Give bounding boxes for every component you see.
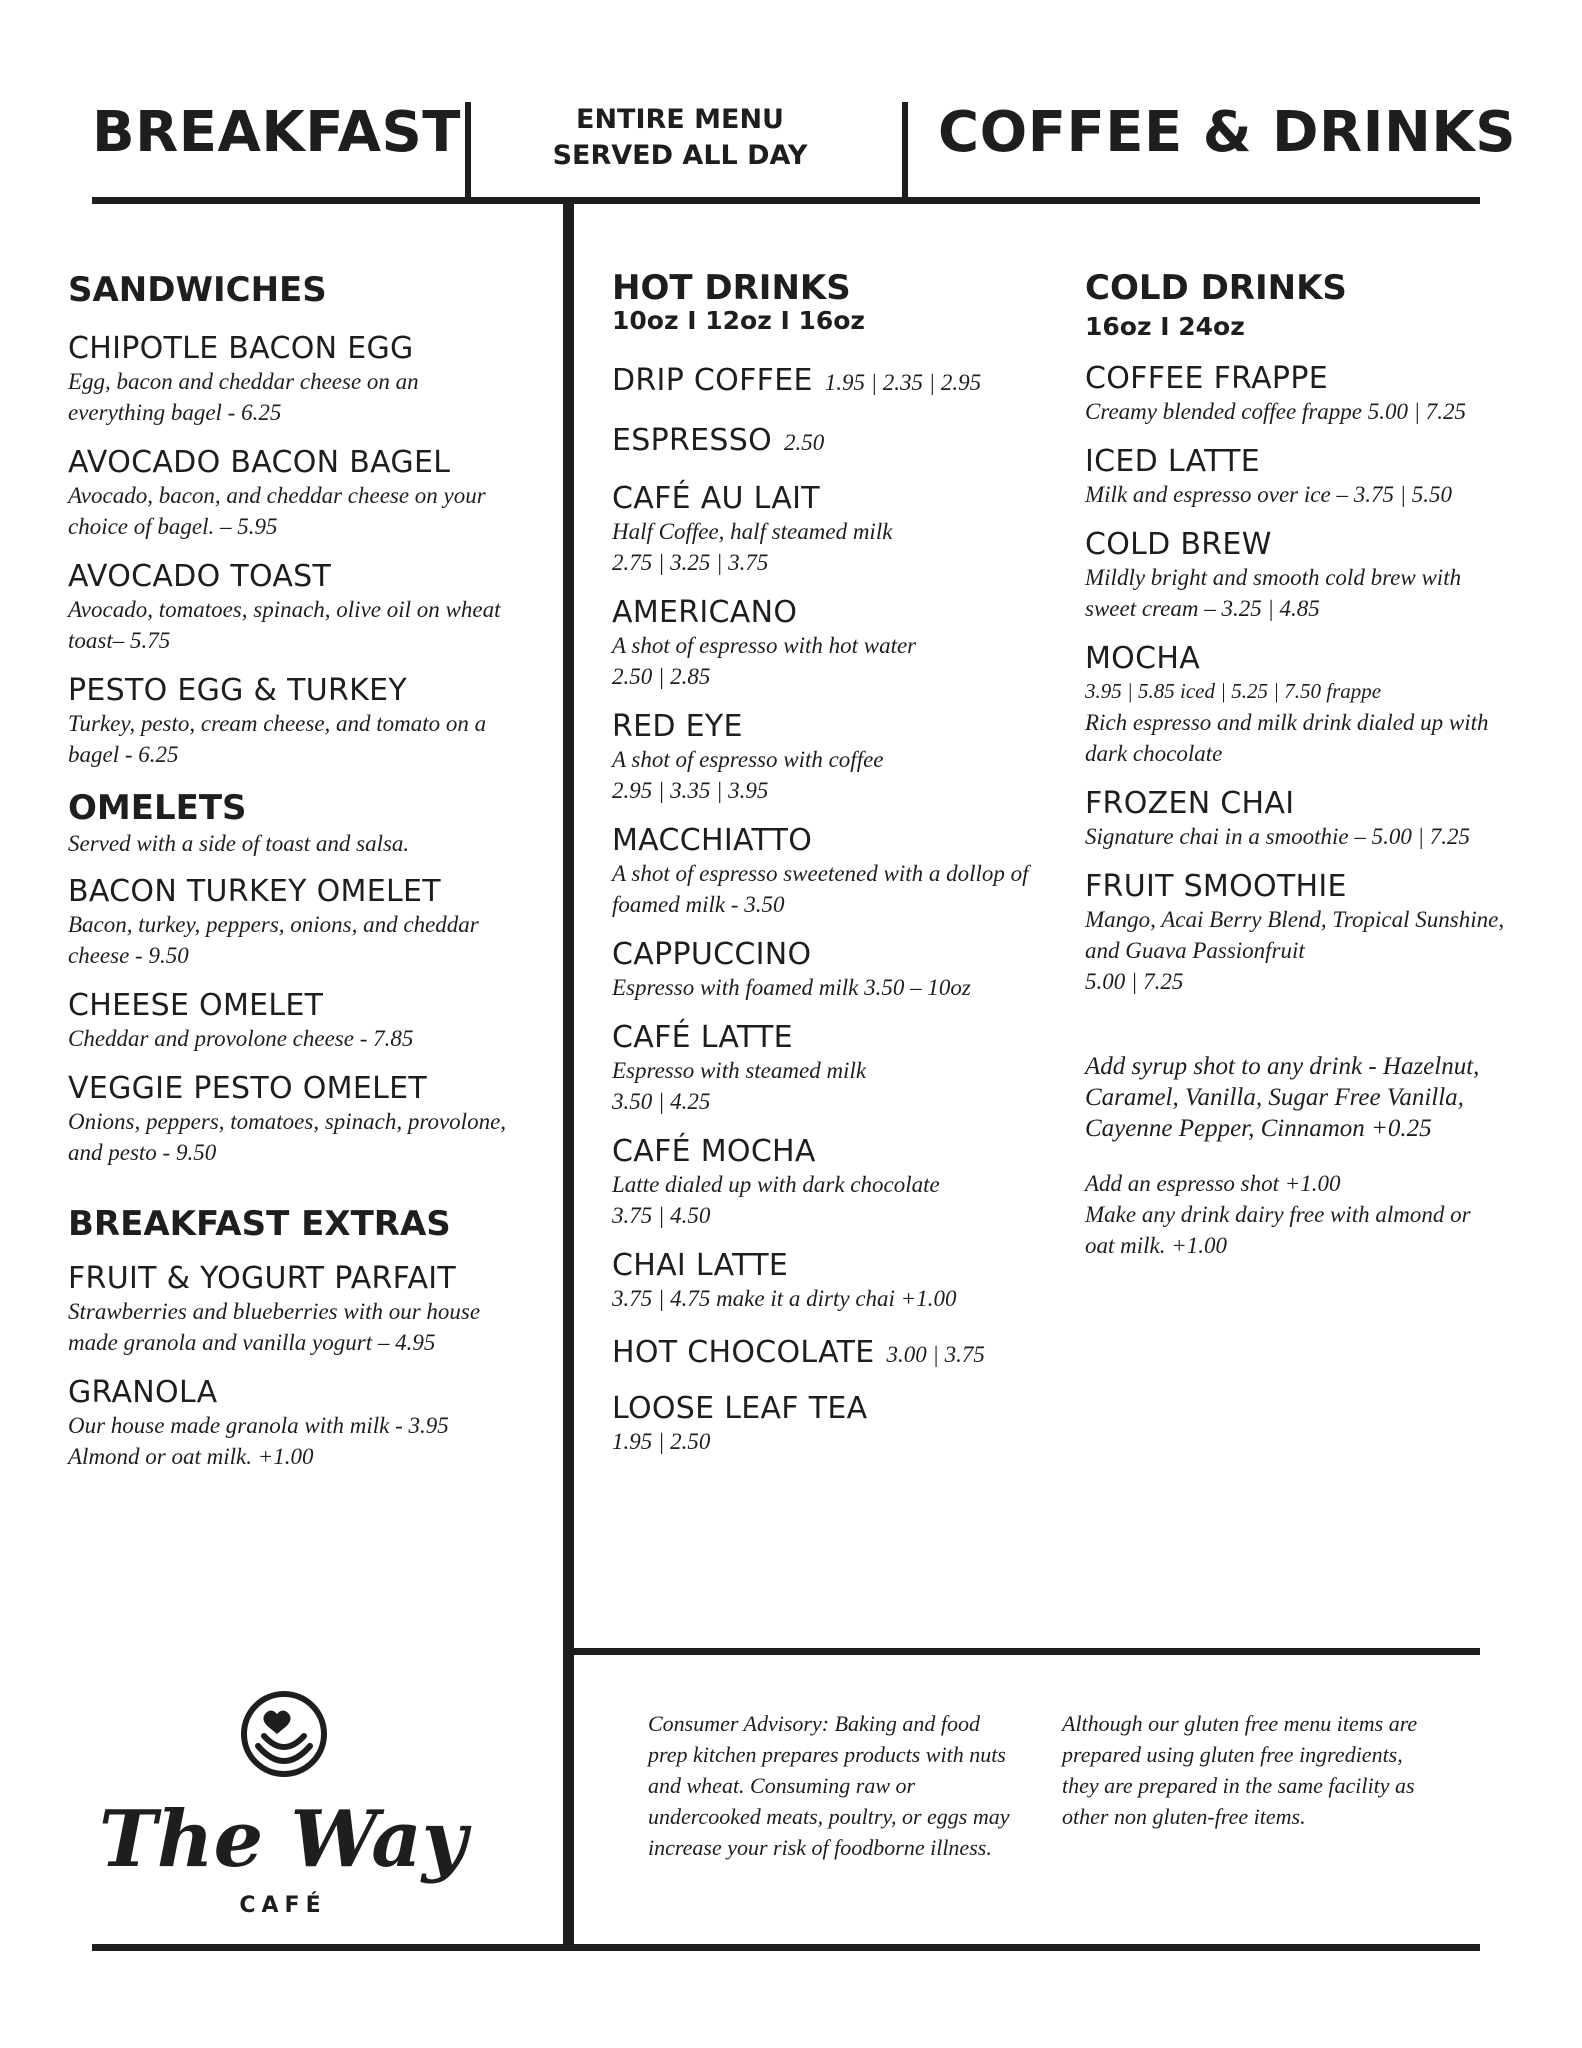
- menu-item: [1085, 787, 1505, 852]
- breakfast-title: BREAKFAST: [92, 100, 461, 165]
- menu-item: [612, 824, 1032, 920]
- item-description: Egg, bacon and cheddar cheese on an everything bagel - 6.25: [68, 369, 419, 425]
- syrup-note: Add syrup shot to any drink - Hazelnut, Caramel, Vanilla, Sugar Free Vanilla, Cayenne Pepper, Cinnamon +0.25: [1085, 1053, 1480, 1142]
- vertical-divider: [563, 202, 574, 1950]
- item-name: ICED LATTE: [1085, 444, 1261, 479]
- omelets-subtitle: Served with a side of toast and salsa.: [68, 831, 410, 856]
- menu-item: [612, 424, 1032, 458]
- item-name: VEGGIE PESTO OMELET: [68, 1071, 428, 1106]
- item-name: CHIPOTLE BACON EGG: [68, 331, 414, 366]
- omelets-heading: OMELETS: [68, 788, 247, 828]
- menu-item: [68, 989, 508, 1054]
- sandwiches-heading: SANDWICHES: [68, 270, 327, 310]
- menu-item: [612, 938, 1032, 1003]
- logo-wordmark: The Way: [98, 1794, 468, 1885]
- item-price: 2.50: [784, 430, 825, 455]
- item-description: Creamy blended coffee frappe 5.00 | 7.25: [1085, 399, 1467, 424]
- footer-top-rule: [570, 1648, 1480, 1655]
- item-name: CHAI LATTE: [612, 1248, 789, 1283]
- item-description: 3.75 | 4.75 make it a dirty chai +1.00: [612, 1286, 957, 1311]
- menu-item: [612, 482, 1032, 578]
- item-name: AMERICANO: [612, 595, 798, 630]
- menu-item: [612, 364, 1032, 398]
- menu-item: [1085, 362, 1505, 427]
- header-divider-left: [465, 102, 471, 198]
- item-name: CAPPUCCINO: [612, 937, 812, 972]
- item-name: CAFÉ MOCHA: [612, 1134, 816, 1169]
- item-description: Mango, Acai Berry Blend, Tropical Sunshine, and Guava Passionfruit: [1085, 907, 1505, 963]
- item-name: HOT CHOCOLATE: [612, 1335, 875, 1370]
- item-name: CAFÉ LATTE: [612, 1020, 793, 1055]
- item-description: Our house made granola with milk - 3.95: [68, 1413, 449, 1438]
- menu-item: [612, 1336, 1032, 1370]
- item-price: 3.50 | 4.25: [612, 1089, 711, 1114]
- item-price: 1.95 | 2.35 | 2.95: [824, 370, 982, 395]
- item-price: 1.95 | 2.50: [612, 1429, 711, 1454]
- item-price: 2.75 | 3.25 | 3.75: [612, 550, 769, 575]
- item-price: 5.00 | 7.25: [1085, 969, 1184, 994]
- item-description: Signature chai in a smoothie – 5.00 | 7.25: [1085, 824, 1470, 849]
- menu-item: [612, 596, 1032, 692]
- item-description: Strawberries and blueberries with our house made granola and vanilla yogurt – 4.95: [68, 1299, 481, 1355]
- item-price: 2.50 | 2.85: [612, 664, 711, 689]
- item-name: ESPRESSO: [612, 423, 772, 458]
- menu-item: [68, 560, 508, 656]
- dairy-free-note: Make any drink dairy free with almond or oat milk. +1.00: [1085, 1202, 1471, 1258]
- menu-item: [68, 446, 508, 542]
- item-name: GRANOLA: [68, 1375, 218, 1410]
- item-note: Almond or oat milk. +1.00: [68, 1444, 314, 1469]
- menu-item: [68, 674, 508, 770]
- consumer-advisory: Consumer Advisory: Baking and food prep kitchen prepares products with nuts and wheat. Consuming raw or undercooked meats, poultry, or eggs may increase your risk of foodborne illness.: [648, 1711, 1010, 1860]
- cafe-logo-mark: [98, 1688, 468, 1928]
- bottom-rule: [92, 1944, 1480, 1951]
- item-description: Avocado, bacon, and cheddar cheese on your choice of bagel. – 5.95: [68, 483, 486, 539]
- item-name: LOOSE LEAF TEA: [612, 1391, 868, 1426]
- menu-item: [612, 1135, 1032, 1231]
- hot-drinks-column: [612, 270, 1032, 1485]
- breakfast-extras-heading: BREAKFAST EXTRAS: [68, 1204, 451, 1244]
- item-price: 3.75 | 4.50: [612, 1203, 711, 1228]
- menu-item: [1085, 642, 1505, 769]
- espresso-shot-note: Add an espresso shot +1.00: [1085, 1171, 1341, 1196]
- item-name: PESTO EGG & TURKEY: [68, 673, 407, 708]
- menu-item: [612, 710, 1032, 806]
- item-name: MOCHA: [1085, 641, 1201, 676]
- cold-drinks-sizes: 16oz I 24oz: [1085, 312, 1245, 341]
- breakfast-column: [68, 270, 508, 1500]
- item-name: COLD BREW: [1085, 527, 1272, 562]
- menu-item: [1085, 870, 1505, 997]
- item-name: AVOCADO TOAST: [68, 559, 332, 594]
- cold-drinks-heading: COLD DRINKS: [1085, 268, 1347, 308]
- item-name: CHEESE OMELET: [68, 988, 324, 1023]
- menu-item: [1085, 528, 1505, 624]
- item-name: FRUIT & YOGURT PARFAIT: [68, 1261, 457, 1296]
- hot-drinks-sizes: 10oz I 12oz I 16oz: [612, 306, 865, 335]
- all-day-line2: SERVED ALL DAY: [552, 140, 808, 171]
- item-description: Milk and espresso over ice – 3.75 | 5.50: [1085, 482, 1453, 507]
- item-description: A shot of espresso with coffee: [612, 747, 884, 772]
- menu-item: [68, 1262, 508, 1358]
- header-rule: [92, 197, 1480, 204]
- item-description: Turkey, pesto, cream cheese, and tomato on a bagel - 6.25: [68, 711, 487, 767]
- item-name: FROZEN CHAI: [1085, 786, 1295, 821]
- item-price: 3.00 | 3.75: [886, 1342, 985, 1367]
- menu-item: [68, 875, 508, 971]
- coffee-drinks-title: COFFEE & DRINKS: [938, 100, 1517, 165]
- item-description: Half Coffee, half steamed milk: [612, 519, 893, 544]
- item-name: DRIP COFFEE: [612, 363, 813, 398]
- menu-item: [612, 1249, 1032, 1314]
- gluten-free-notice: Although our gluten free menu items are prepared using gluten free ingredients, they are prepared in the same facility as other non gluten-free items.: [1062, 1711, 1418, 1829]
- item-price: 3.95 | 5.85 iced | 5.25 | 7.50 frappe: [1085, 679, 1382, 703]
- menu-item: [1085, 445, 1505, 510]
- item-description: Bacon, turkey, peppers, onions, and cheddar cheese - 9.50: [68, 912, 479, 968]
- item-name: MACCHIATTO: [612, 823, 813, 858]
- item-name: CAFÉ AU LAIT: [612, 481, 820, 516]
- item-name: BACON TURKEY OMELET: [68, 874, 441, 909]
- menu-item: [612, 1021, 1032, 1117]
- item-description: Espresso with foamed milk 3.50 – 10oz: [612, 975, 971, 1000]
- menu-item: [612, 1392, 1032, 1457]
- item-description: Onions, peppers, tomatoes, spinach, provolone, and pesto - 9.50: [68, 1109, 507, 1165]
- cold-drinks-column: [1085, 270, 1505, 1261]
- item-name: RED EYE: [612, 709, 743, 744]
- all-day-line1: ENTIRE MENU: [576, 104, 784, 135]
- item-description: Cheddar and provolone cheese - 7.85: [68, 1026, 414, 1051]
- menu-item: [68, 1072, 508, 1168]
- hot-drinks-heading: HOT DRINKS: [612, 268, 851, 308]
- logo-subtext: CAFÉ: [239, 1893, 327, 1918]
- item-price: 2.95 | 3.35 | 3.95: [612, 778, 769, 803]
- item-name: FRUIT SMOOTHIE: [1085, 869, 1347, 904]
- menu-item: [68, 332, 508, 428]
- item-description: A shot of espresso with hot water: [612, 633, 917, 658]
- item-name: COFFEE FRAPPE: [1085, 361, 1328, 396]
- item-description: Rich espresso and milk drink dialed up with dark chocolate: [1085, 710, 1489, 766]
- item-description: A shot of espresso sweetened with a dollop of foamed milk - 3.50: [612, 861, 1029, 917]
- item-description: Mildly bright and smooth cold brew with sweet cream – 3.25 | 4.85: [1085, 565, 1462, 621]
- item-description: Espresso with steamed milk: [612, 1058, 867, 1083]
- menu-item: [68, 1376, 508, 1472]
- all-day-notice: [480, 102, 880, 174]
- header-divider-right: [902, 102, 908, 198]
- item-description: Latte dialed up with dark chocolate: [612, 1172, 940, 1197]
- the-way-cafe-logo: [98, 1688, 468, 1928]
- item-description: Avocado, tomatoes, spinach, olive oil on wheat toast– 5.75: [68, 597, 501, 653]
- item-name: AVOCADO BACON BAGEL: [68, 445, 451, 480]
